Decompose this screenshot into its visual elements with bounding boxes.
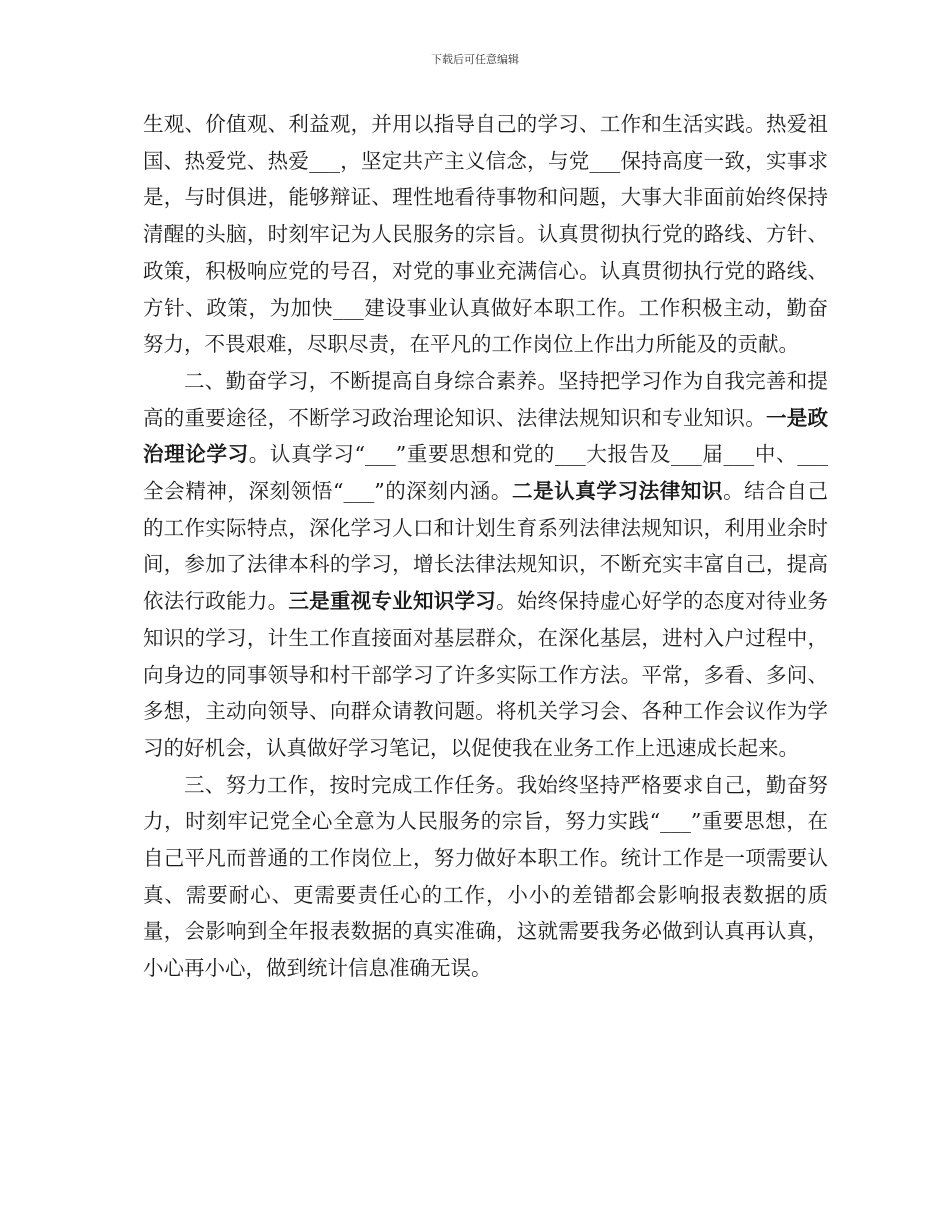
paragraph-study bbox=[143, 363, 828, 767]
text-run: 生观、价值观、利益观，并用以指导自己的学习、工作和生活实践。热爱祖国、热爱党、热爱___，坚定共产主义信念，与党___保持高度一致，实事求是，与时俱进，能够辩证、理性地看待事物和问题，大事大非面前始终保持清醒的头脑，时刻牢记为人民服务的宗旨。认真贯彻执行党的路线、方针、政策，积极响应党的号召，对党的事业充满信心。认真贯彻执行党的路线、方针、政策，为加快___建设事业认真做好本职工作。工作积极主动，勤奋努力，不畏艰难，尽职尽责，在平凡的工作岗位上作出力所能及的贡献。 bbox=[143, 112, 828, 357]
text-run: 。认真学习“___”重要思想和党的___大报告及___届___中、___全会精神，深刻领悟“___”的深刻内涵。 bbox=[143, 442, 828, 504]
bold-heading-professional-knowledge: 三是重视专业知识学习 bbox=[288, 589, 497, 614]
page-header: 下载后可任意编辑 bbox=[431, 53, 519, 66]
text-run: 。始终保持虚心好学的态度对待业务知识的学习，计生工作直接面对基层群众，在深化基层，进村入户过程中，向身边的同事领导和村干部学习了许多实际工作方法。平常，多看、多问、多想，主动向领导、向群众请教问题。将机关学习会、各种工作会议作为学习的好机会，认真做好学习笔记，以促使我在业务工作上迅速成长起来。 bbox=[143, 589, 828, 760]
document-body bbox=[143, 106, 828, 987]
paragraph-work bbox=[143, 767, 828, 987]
text-run: 三、努力工作，按时完成工作任务。我始终坚持严格要求自己，勤奋努力，时刻牢记党全心全意为人民服务的宗旨，努力实践“___”重要思想，在自己平凡而普通的工作岗位上，努力做好本职工作。统计工作是一项需要认真、需要耐心、更需要责任心的工作，小小的差错都会影响报表数据的质量，会影响到全年报表数据的真实准确，这就需要我务必做到认真再认真，小心再小心，做到统计信息准确无误。 bbox=[143, 772, 828, 981]
bold-heading-law-knowledge: 二是认真学习法律知识 bbox=[511, 479, 724, 504]
text-run: 二、勤奋学习，不断提高自身综合素养。坚持把学习作为自我完善和提高的重要途径，不断学习政治理论知识、法律法规知识和专业知识。 bbox=[143, 368, 828, 430]
text-run: 。结合自己的工作实际特点，深化学习人口和计划生育系列法律法规知识，利用业余时间，参加了法律本科的学习，增长法律法规知识，不断充实丰富自己，提高依法行政能力。 bbox=[143, 479, 828, 614]
bold-heading-political-theory: 一是政治理论学习 bbox=[143, 405, 828, 467]
paragraph-continuation bbox=[143, 106, 828, 363]
